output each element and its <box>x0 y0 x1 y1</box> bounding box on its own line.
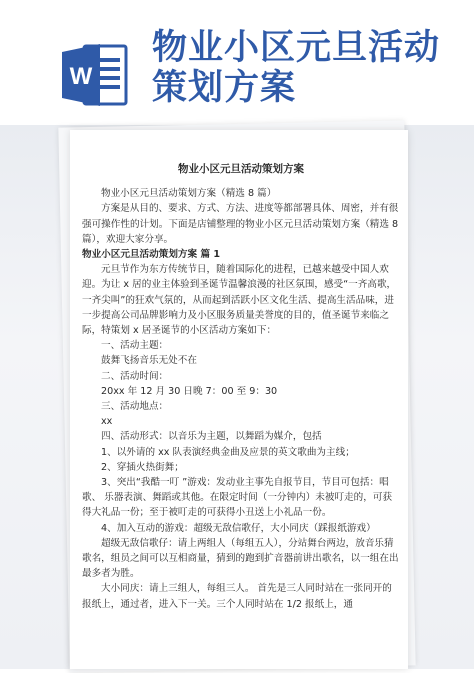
paragraph: 三、活动地点： <box>101 401 169 413</box>
paragraph: 1、以外请的 xx 队表演经典金曲及应景的英文歌曲为主线； <box>101 446 355 458</box>
document-page <box>70 130 408 669</box>
paragraph: 元旦节作为东方传统节日，随着国际化的进程，已越来越受中国人欢迎。为让 x 居的业主体验到圣诞节温馨浪漫的社区氛围，感受“一齐高歌，一齐尖叫”的狂欢气氛的，从而起到活跃小区文化生活、提高生活品味，进一步提高公司品牌影响力及小区服务质量美誉度的目的，值圣诞节来临之际，特策划 x 居圣诞节的小区活动方案如下： <box>82 264 397 337</box>
section-heading: 物业小区元旦活动策划方案 篇 1 <box>82 249 221 261</box>
banner-title <box>152 28 462 108</box>
paragraph: 20xx 年 12 月 30 日晚 7：00 至 9：30 <box>101 385 278 397</box>
paragraph: 一、活动主题： <box>101 340 169 352</box>
paragraph: 4、加入互动的游戏：超级无敌信歌仔，大小同庆（踩报纸游戏） <box>101 522 376 534</box>
paragraph: xx <box>101 416 113 428</box>
document-content <box>82 162 400 612</box>
paragraph: 3、突出“我酷一叮 ”游戏：发动业主事先自报节目，节目可包括：唱歌、 乐器表演、舞蹈或其他。在限定时间（一分钟内）未被叮走的，可获得大礼品一份；至于被叮走的可获得小丑送上小礼品一份。 <box>82 477 393 519</box>
paragraph: 鼓舞飞扬音乐无处不在 <box>101 355 197 367</box>
paragraph: 二、活动时间： <box>101 370 169 382</box>
paragraph: 2、穿插火热街舞； <box>101 461 184 473</box>
paragraph: 大小同庆：请上三组人，每组三人。 首先是三人同时站在一张同开的报纸上，通过者，进入下一关。三个人同时站在 1/2 报纸上，通 <box>82 583 392 610</box>
paragraph: 四、活动形式：以音乐为主题，以舞蹈为媒介，包括 <box>101 431 322 443</box>
paragraph: 超级无敌信歌仔：请上两组人（每组五人），分站舞台两边，放音乐猜歌名，组员之间可以互相商量，猜到的跑到扩音器前讲出歌名，以一组在出最多者为胜。 <box>82 537 399 580</box>
banner-title-line1: 物业小区元旦活动 <box>152 28 441 68</box>
paragraph: 方案是从目的、要求、方式、方法、进度等都部署具体、周密，并有很强可操作性的计划。下面是店铺整理的物业小区元旦活动策划方案（精选 8 篇），欢迎大家分享。 <box>82 203 399 245</box>
paragraph: 物业小区元旦活动策划方案（精选 8 篇） <box>101 188 277 200</box>
document-title: 物业小区元旦活动策划方案 <box>178 163 304 175</box>
banner <box>0 0 474 135</box>
word-icon <box>60 40 130 110</box>
svg-text:W: W <box>69 63 93 90</box>
banner-title-line2: 策划方案 <box>152 68 297 108</box>
